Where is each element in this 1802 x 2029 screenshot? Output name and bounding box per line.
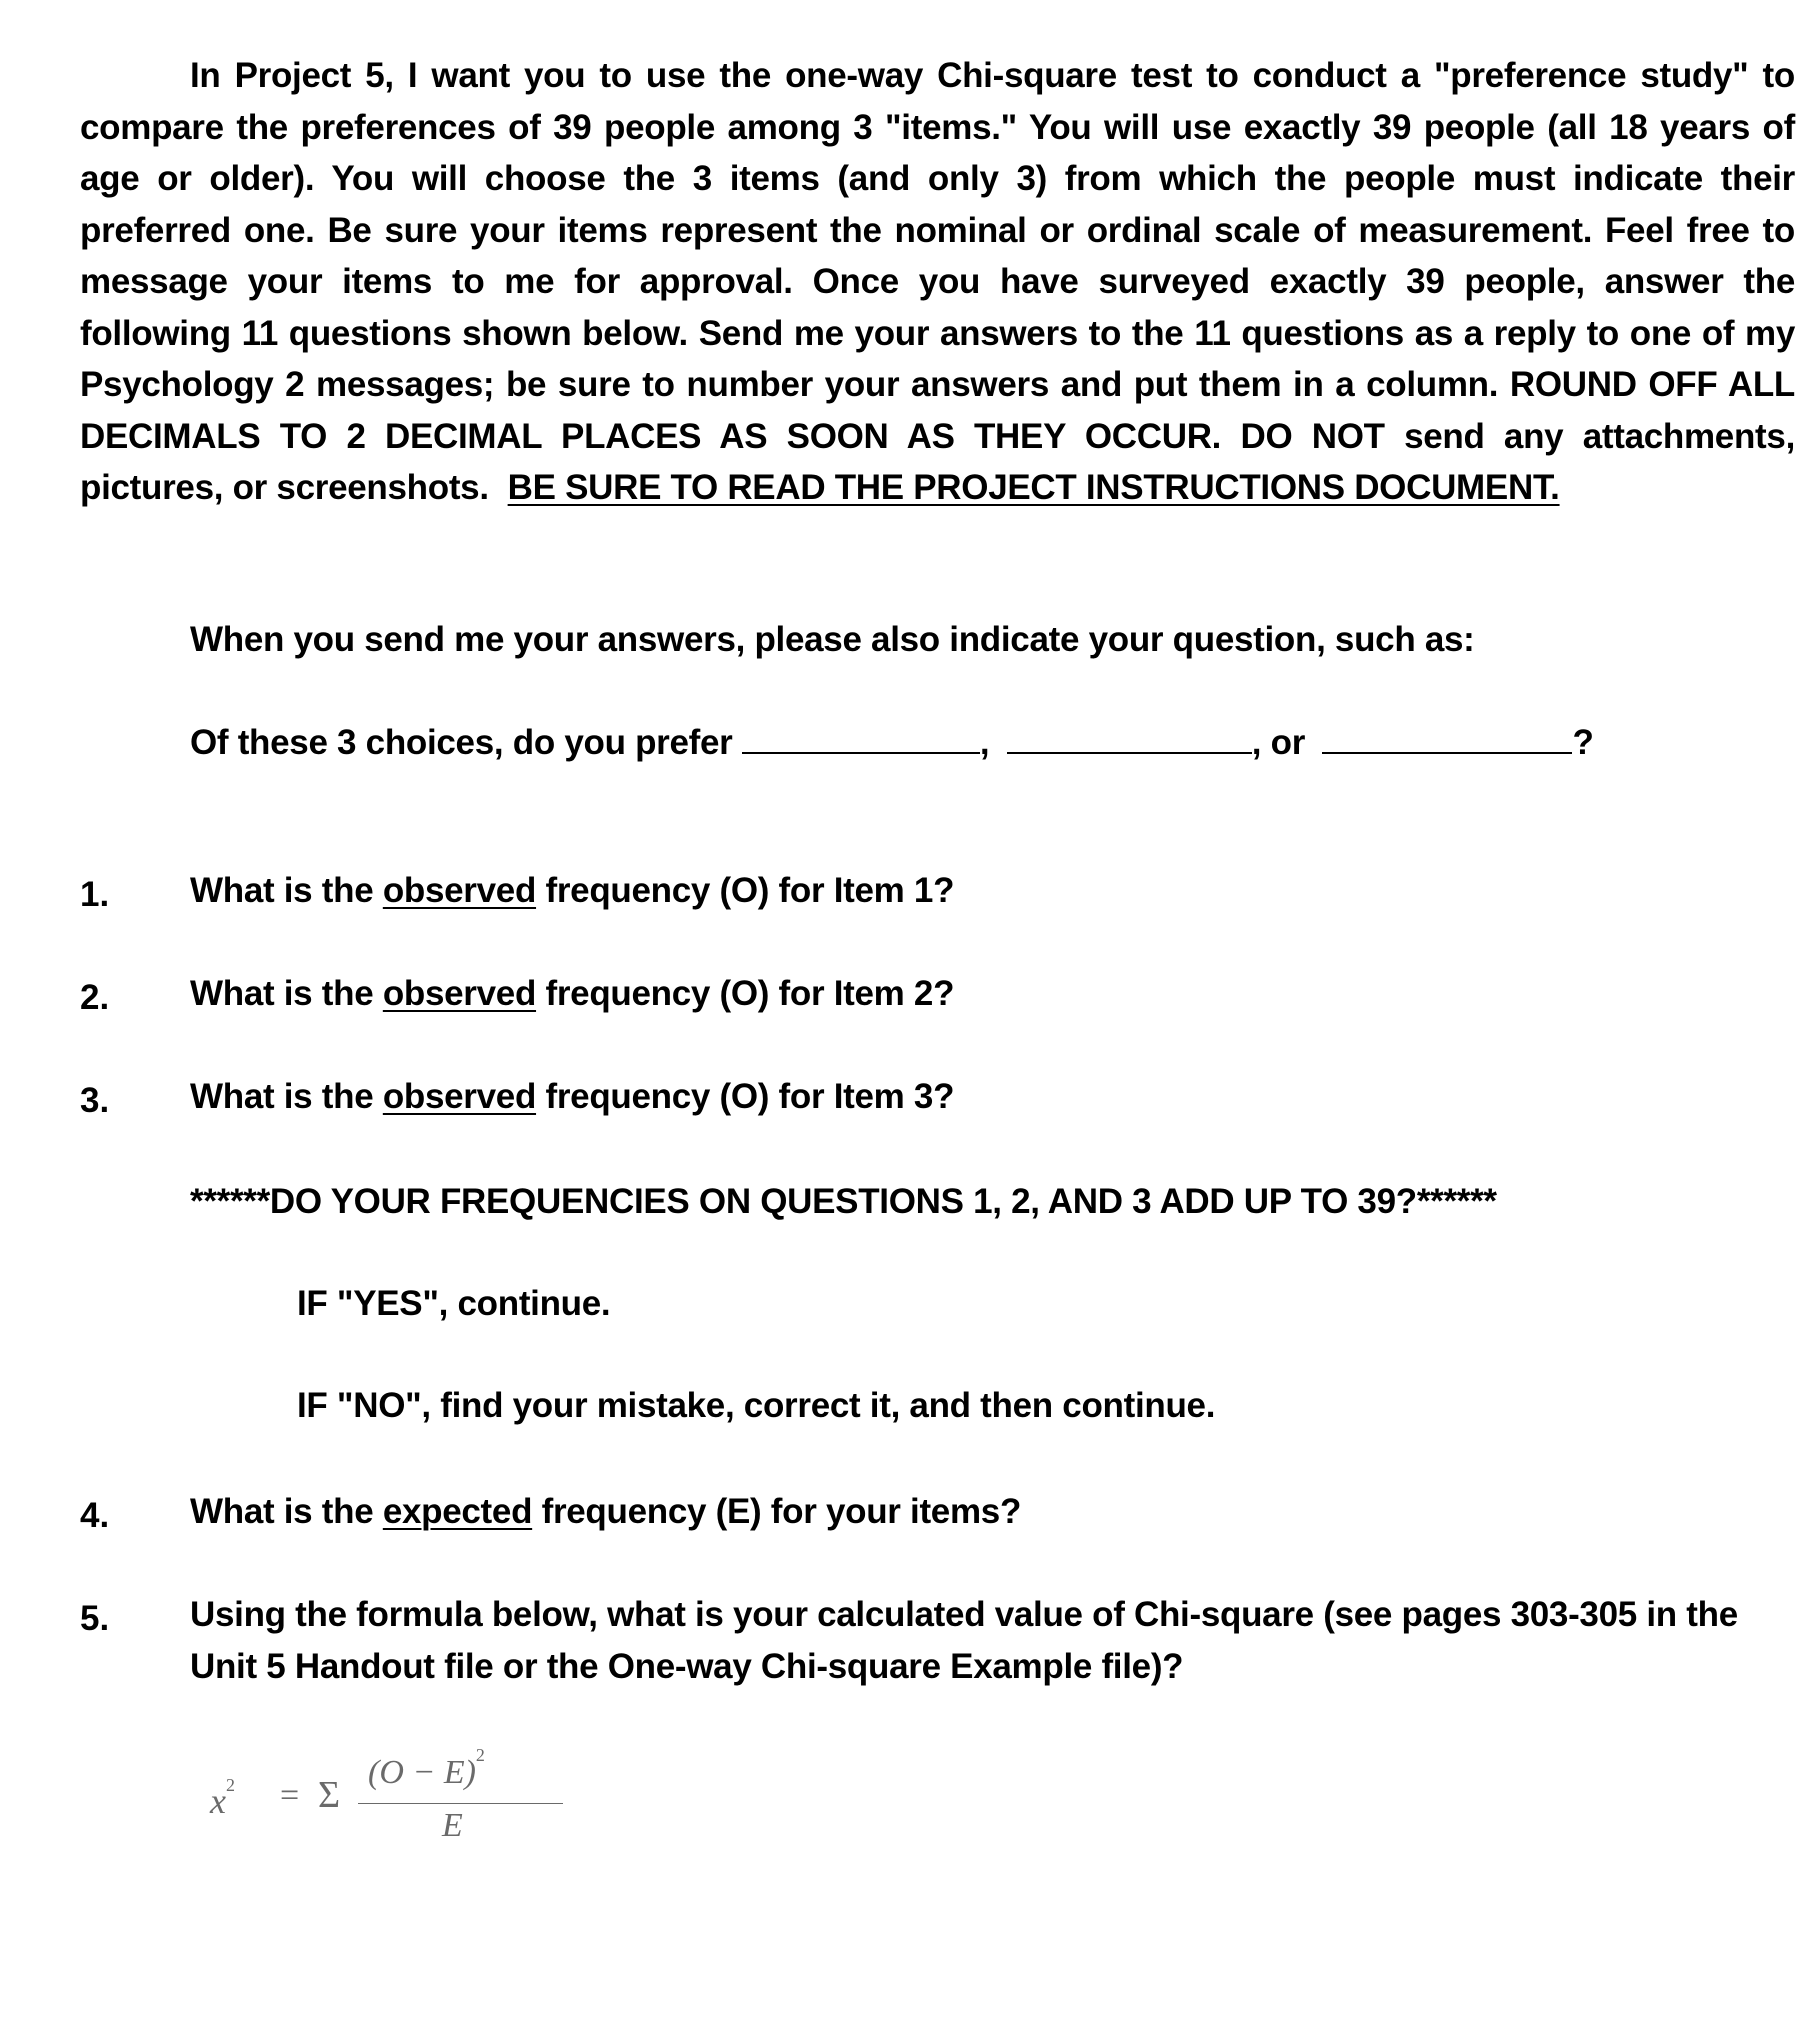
formula-denominator: E [442,1807,463,1844]
question-3-number: 3. [80,1081,110,1120]
question-5-number: 5. [80,1599,110,1638]
formula-numerator-exponent: 2 [475,1745,485,1765]
formula-numerator [368,1745,485,1792]
question-2-after: frequency (O) for Item 2? [545,974,955,1013]
example-comma-2: , or [1251,723,1306,762]
formula-equals: = [280,1777,300,1814]
blank-choice-1 [742,722,980,754]
question-3-after: frequency (O) for Item 3? [545,1077,955,1116]
frequency-check-yes: IF "YES", continue. [297,1284,611,1323]
question-4-number: 4. [80,1496,110,1535]
frequency-check-no: IF "NO", find your mistake, correct it, and then continue. [297,1386,1216,1425]
question-3-underlined: observed [382,1077,537,1116]
send-note: When you send me your answers, please also indicate your question, such as: [190,620,1475,659]
intro-underlined-note: BE SURE TO READ THE PROJECT INSTRUCTIONS DOCUMENT. [507,468,1560,507]
question-4 [190,1486,1021,1538]
formula-sigma: Σ [318,1774,341,1816]
question-1 [190,865,954,917]
blank-choice-2 [1007,722,1252,754]
question-3 [190,1071,954,1123]
formula-lhs-exponent: 2 [225,1775,235,1795]
intro-text: In Project 5, I want you to use the one-way Chi-square test to conduct a "preference study" to compare the preferences of 39 people among 3 "items." You will use exactly 39 people (all 18 years of age or older). You will choose the 3 items (and only 3) from which the people must indicate their preferred one. Be sure your items represent the nominal or ordinal scale of measurement. Feel free to message your items to me for approval. Once you have surveyed exactly 39 people, answer the following 11 questions shown below. Send me your answers to the 11 questions as a reply to one of my Psychology 2 messages; be sure to number your answers and put them in a column. ROUND OFF ALL DECIMALS TO 2 DECIMAL PLACES AS SOON AS THEY OCCUR. DO NOT send any attachments, pictures, or screenshots. [80,56,1795,507]
question-3-before: What is the [190,1077,374,1116]
question-4-before: What is the [190,1492,374,1531]
question-4-underlined: expected [382,1492,533,1531]
question-2 [190,968,954,1020]
question-1-before: What is the [190,871,374,910]
question-5: Using the formula below, what is your calculated value of Chi-square (see pages 303-305 in the Unit 5 Handout file or the One-way Chi-square Example file)? [190,1595,1738,1686]
question-1-underlined: observed [382,871,537,910]
question-1-number: 1. [80,875,110,914]
intro-paragraph [80,50,1795,514]
question-4-after: frequency (E) for your items? [541,1492,1022,1531]
blank-choice-3 [1322,722,1572,754]
question-2-underlined: observed [382,974,537,1013]
example-question-prefix: Of these 3 choices, do you prefer [190,723,733,762]
question-2-before: What is the [190,974,374,1013]
frequency-check-heading: ******DO YOUR FREQUENCIES ON QUESTIONS 1, 2, AND 3 ADD UP TO 39?****** [190,1182,1497,1221]
example-question-end: ? [1572,723,1594,762]
formula-lhs [210,1775,235,1822]
question-2-number: 2. [80,978,110,1017]
formula-fraction-bar [358,1803,563,1804]
formula-numerator-text: (O − E) [368,1754,476,1791]
question-1-after: frequency (O) for Item 1? [545,871,955,910]
formula-lhs-symbol: x [210,1781,226,1821]
example-comma-1: , [979,723,990,762]
example-question [190,722,1594,763]
